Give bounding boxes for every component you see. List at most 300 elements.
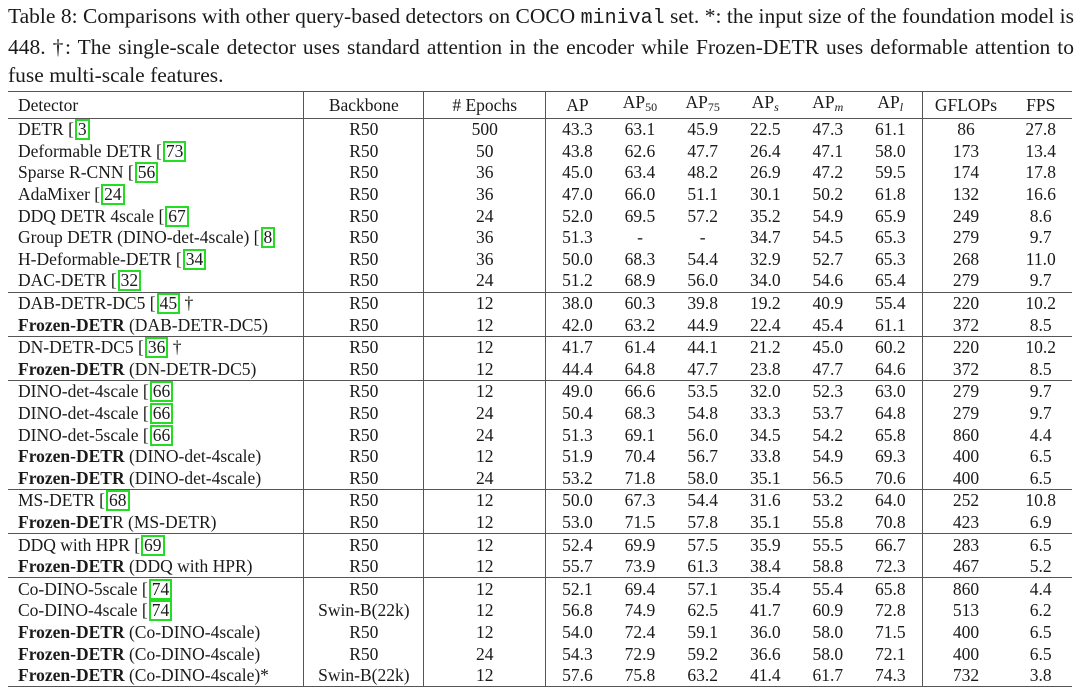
apl-cell: 64.6 <box>874 358 906 379</box>
epochs-cell: 50 <box>424 141 546 163</box>
table-row <box>8 600 1072 622</box>
fps-cell: 6.5 <box>1029 643 1052 664</box>
apm-cell: 61.7 <box>812 665 844 686</box>
apl-cell: 72.8 <box>874 600 906 621</box>
ap50-cell: 72.9 <box>624 643 656 664</box>
citation-link[interactable]: 74 <box>149 600 173 621</box>
fps-cell: 8.5 <box>1029 314 1052 335</box>
gflops-cell: 279 <box>922 381 1009 403</box>
gflops-cell: 400 <box>922 446 1009 468</box>
detector-name: Sparse R-CNN [ <box>18 162 134 183</box>
apl-cell: 70.6 <box>874 467 906 488</box>
backbone-cell: R50 <box>304 578 424 600</box>
fps-cell: 6.5 <box>1029 467 1052 488</box>
gflops-cell: 467 <box>922 556 1009 578</box>
aps-cell: 33.8 <box>749 446 781 467</box>
citation-link[interactable]: 34 <box>183 249 207 270</box>
apm-cell: 40.9 <box>797 292 860 314</box>
ap50-cell: 62.6 <box>624 140 656 161</box>
aps-cell: 38.4 <box>749 556 781 577</box>
detector-name: Deformable DETR [ <box>18 140 162 161</box>
ap75-cell: 56.0 <box>687 270 718 291</box>
ap50-cell: 69.5 <box>624 205 656 226</box>
ap75-cell: 51.1 <box>687 184 718 205</box>
apl-cell: 70.8 <box>874 511 906 532</box>
fps-cell: 6.2 <box>1029 600 1052 621</box>
gflops-cell: 400 <box>922 643 1009 665</box>
ap-cell: 43.3 <box>562 119 593 140</box>
table-row <box>8 359 1072 381</box>
citation-link[interactable]: 68 <box>106 490 130 511</box>
backbone-cell: Swin-B(22k) <box>304 665 424 687</box>
table-row <box>8 336 1072 358</box>
epochs-cell: 36 <box>424 249 546 271</box>
detector-name: (DINO-det-4scale) <box>124 467 262 488</box>
ap50-cell: 71.8 <box>624 467 656 488</box>
citation-link[interactable]: 67 <box>165 206 189 227</box>
apl-cell: 59.5 <box>874 162 906 183</box>
detector-cell <box>8 446 304 468</box>
detector-name: DINO-det-4scale [ <box>18 403 149 424</box>
ap50-cell: 70.4 <box>624 446 656 467</box>
citation-link[interactable]: 8 <box>261 227 276 248</box>
backbone-cell: R50 <box>304 403 424 425</box>
aps-cell: 32.0 <box>734 381 796 403</box>
table-row <box>8 578 1072 600</box>
ap-cell: 51.3 <box>562 227 593 248</box>
detector-name: (Co-DINO-4scale) <box>124 621 261 642</box>
detector-name: MS-DETR [ <box>18 490 106 511</box>
citation-link[interactable]: 36 <box>145 337 169 358</box>
detector-name: DINO-det-4scale [ <box>18 381 149 402</box>
epochs-cell: 12 <box>424 600 546 622</box>
apl-cell: 65.4 <box>874 270 906 291</box>
epochs-cell: 24 <box>424 643 546 665</box>
apm-cell: 54.9 <box>812 446 844 467</box>
ap75-cell: 57.2 <box>687 205 718 226</box>
table-row <box>8 292 1072 314</box>
ap50-cell: 69.1 <box>624 424 656 445</box>
fps-cell: 13.4 <box>1025 140 1057 161</box>
dagger-mark: † <box>180 293 194 314</box>
gflops-cell: 860 <box>922 578 1009 600</box>
apm-cell: 58.0 <box>812 643 844 664</box>
backbone-cell: R50 <box>304 622 424 644</box>
ap-cell: 38.0 <box>546 292 609 314</box>
citation-link[interactable]: 45 <box>157 293 181 314</box>
apm-cell: 47.7 <box>812 358 844 379</box>
header-ap75-sub: 75 <box>707 100 720 114</box>
header-ap50-sub: 50 <box>645 100 658 114</box>
table-row <box>8 205 1072 227</box>
table-row <box>8 534 1072 556</box>
backbone-cell: R50 <box>304 468 424 490</box>
apm-cell: 45.0 <box>797 336 860 358</box>
detector-cell <box>8 227 304 249</box>
fps-cell: 9.7 <box>1029 227 1052 248</box>
detector-name: (DDQ with HPR) <box>124 556 253 577</box>
gflops-cell: 252 <box>922 490 1009 512</box>
table-row <box>8 490 1072 512</box>
ap50-cell: 69.4 <box>609 578 672 600</box>
ap75-cell: 48.2 <box>687 162 718 183</box>
apl-cell: 72.1 <box>874 643 906 664</box>
fps-cell: 9.7 <box>1009 381 1072 403</box>
detector-name: DAB-DETR-DC5 [ <box>18 293 156 314</box>
header-ap75 <box>671 92 734 119</box>
gflops-cell: 279 <box>922 227 1009 249</box>
backbone-cell: R50 <box>304 227 424 249</box>
table-row <box>8 424 1072 446</box>
citation-link[interactable]: 73 <box>163 141 187 162</box>
ap75-cell: 53.5 <box>671 381 734 403</box>
table-row <box>8 314 1072 336</box>
table-row <box>8 622 1072 644</box>
apl-cell: 64.8 <box>874 403 906 424</box>
detector-name: DDQ with HPR [ <box>18 534 141 555</box>
epochs-cell: 12 <box>424 359 546 381</box>
backbone-cell: R50 <box>304 336 424 358</box>
backbone-cell: R50 <box>304 292 424 314</box>
header-epochs: # Epochs <box>424 92 546 119</box>
detector-cell <box>8 578 304 600</box>
fps-cell: 4.4 <box>1009 578 1072 600</box>
header-aps <box>734 92 796 119</box>
ap50-cell: 75.8 <box>624 665 656 686</box>
epochs-cell: 24 <box>424 270 546 292</box>
detector-bold-name: Frozen-DETR <box>18 621 125 642</box>
header-apl-sub: l <box>899 100 904 114</box>
epochs-cell: 36 <box>424 162 546 184</box>
citation-link[interactable]: 56 <box>135 162 159 183</box>
aps-cell: 34.7 <box>749 227 781 248</box>
epochs-cell: 12 <box>424 292 546 314</box>
gflops-cell: 279 <box>922 270 1009 292</box>
aps-cell: 33.3 <box>749 403 781 424</box>
table-row <box>8 270 1072 292</box>
backbone-cell: R50 <box>304 381 424 403</box>
ap-cell: 50.4 <box>562 403 593 424</box>
fps-cell: 3.8 <box>1029 665 1052 686</box>
gflops-cell: 86 <box>922 119 1009 141</box>
citation-link[interactable]: 3 <box>75 119 90 140</box>
detector-name: (Co-DINO-4scale) <box>124 643 261 664</box>
aps-cell: 41.7 <box>749 600 781 621</box>
ap-cell: 50.0 <box>562 248 593 269</box>
ap-cell: 54.0 <box>562 621 593 642</box>
detector-cell <box>8 141 304 163</box>
aps-cell: 35.9 <box>734 534 796 556</box>
detector-bold-name: Frozen-DETR <box>18 556 125 577</box>
detector-cell <box>8 665 304 687</box>
detector-name: DN-DETR-DC5 [ <box>18 337 144 358</box>
detector-cell <box>8 314 304 336</box>
detector-name: Group DETR (DINO-det-4scale) [ <box>18 227 260 248</box>
fps-cell: 27.8 <box>1025 119 1057 140</box>
gflops-cell: 400 <box>922 468 1009 490</box>
citation-link[interactable]: 66 <box>150 381 174 402</box>
ap75-cell: 54.4 <box>687 248 718 269</box>
apl-cell: 69.3 <box>874 446 906 467</box>
detector-cell <box>8 403 304 425</box>
gflops-cell: 279 <box>922 403 1009 425</box>
epochs-cell: 12 <box>424 336 546 358</box>
detector-name: DINO-det-5scale [ <box>18 424 149 445</box>
apm-cell: 53.7 <box>812 403 844 424</box>
header-apl <box>859 92 922 119</box>
table-body <box>8 119 1072 687</box>
aps-cell: 35.2 <box>749 205 781 226</box>
aps-cell: 19.2 <box>734 292 796 314</box>
apm-cell: 53.2 <box>797 490 860 512</box>
epochs-cell: 12 <box>424 578 546 600</box>
fps-cell: 8.6 <box>1029 205 1052 226</box>
ap-cell: 51.9 <box>562 446 593 467</box>
table-row <box>8 643 1072 665</box>
detector-name: DDQ DETR 4scale [ <box>18 205 165 226</box>
ap50-cell: 63.4 <box>624 162 656 183</box>
gflops-cell: 372 <box>922 314 1009 336</box>
detector-cell <box>8 119 304 141</box>
table-caption <box>8 2 1074 89</box>
epochs-cell: 24 <box>424 205 546 227</box>
table-row <box>8 119 1072 141</box>
backbone-cell: R50 <box>304 643 424 665</box>
ap75-cell: 57.8 <box>687 511 718 532</box>
ap75-cell: 58.0 <box>687 467 718 488</box>
ap75-cell: 57.1 <box>671 578 734 600</box>
detector-bold-name: Frozen-DETR <box>18 665 125 686</box>
apm-cell: 54.9 <box>812 205 844 226</box>
table-row <box>8 403 1072 425</box>
detector-name: (DN-DETR-DC5) <box>124 358 257 379</box>
backbone-cell: R50 <box>304 162 424 184</box>
detector-name: (DINO-det-4scale) <box>124 446 262 467</box>
ap50-cell: 73.9 <box>624 556 656 577</box>
detector-bold-name: Frozen-DETR <box>18 643 125 664</box>
apl-cell: 66.7 <box>859 534 922 556</box>
apm-cell: 58.0 <box>812 621 844 642</box>
aps-cell: 34.5 <box>749 424 781 445</box>
detector-bold-name: Frozen-DETR <box>18 467 125 488</box>
fps-cell: 9.7 <box>1029 403 1052 424</box>
apl-cell: 61.1 <box>874 119 906 140</box>
apl-cell: 61.8 <box>874 184 906 205</box>
detector-cell <box>8 556 304 578</box>
citation-link[interactable]: 74 <box>149 579 173 600</box>
detector-name: DAC-DETR [ <box>18 270 117 291</box>
citation-link[interactable]: 66 <box>150 403 174 424</box>
table-row <box>8 665 1072 687</box>
backbone-cell: R50 <box>304 359 424 381</box>
apl-cell: 65.8 <box>874 424 906 445</box>
ap-cell: 42.0 <box>562 314 593 335</box>
aps-cell: 41.4 <box>749 665 781 686</box>
aps-cell: 22.5 <box>749 119 781 140</box>
ap50-cell: 71.5 <box>624 511 656 532</box>
ap50-cell: 60.3 <box>609 292 672 314</box>
backbone-cell: R50 <box>304 490 424 512</box>
fps-cell: 6.9 <box>1029 511 1052 532</box>
epochs-cell: 500 <box>424 119 546 141</box>
ap-cell: 53.2 <box>562 467 593 488</box>
backbone-cell: R50 <box>304 314 424 336</box>
detector-cell <box>8 600 304 622</box>
fps-cell: 8.5 <box>1029 358 1052 379</box>
ap75-cell: 45.9 <box>687 119 718 140</box>
apl-cell: 61.1 <box>874 314 906 335</box>
ap-cell: 41.7 <box>546 336 609 358</box>
backbone-cell: R50 <box>304 141 424 163</box>
ap75-cell: 59.1 <box>687 621 718 642</box>
citation-link[interactable]: 66 <box>150 425 174 446</box>
aps-cell: 26.4 <box>749 140 781 161</box>
apm-cell: 47.3 <box>812 119 844 140</box>
ap50-cell: 61.4 <box>609 336 672 358</box>
epochs-cell: 12 <box>424 665 546 687</box>
detector-cell <box>8 512 304 534</box>
gflops-cell: 513 <box>922 600 1009 622</box>
ap75-cell: 44.1 <box>671 336 734 358</box>
ap75-cell: 56.0 <box>687 424 718 445</box>
citation-link[interactable]: 32 <box>118 270 142 291</box>
aps-cell: 23.8 <box>749 358 781 379</box>
gflops-cell: 132 <box>922 184 1009 206</box>
apl-cell: 74.3 <box>874 665 906 686</box>
ap-cell: 45.0 <box>562 162 593 183</box>
epochs-cell: 24 <box>424 403 546 425</box>
gflops-cell: 423 <box>922 512 1009 534</box>
table-row <box>8 184 1072 206</box>
fps-cell: 9.7 <box>1029 270 1052 291</box>
gflops-cell: 860 <box>922 424 1009 446</box>
apm-cell: 54.6 <box>812 270 844 291</box>
aps-cell: 34.0 <box>749 270 781 291</box>
aps-cell: 21.2 <box>734 336 796 358</box>
detector-cell <box>8 205 304 227</box>
apm-cell: 47.2 <box>812 162 844 183</box>
fps-cell: 6.5 <box>1029 446 1052 467</box>
table-row <box>8 162 1072 184</box>
caption-text-1: Table 8: Comparisons with other query-based detectors on COCO <box>8 4 581 28</box>
apl-cell: 72.3 <box>874 556 906 577</box>
table-row <box>8 381 1072 403</box>
detector-bold-name: Frozen-DET <box>18 511 112 532</box>
gflops-cell: 173 <box>922 141 1009 163</box>
citation-link[interactable]: 69 <box>141 535 165 556</box>
aps-cell: 35.1 <box>749 511 781 532</box>
aps-cell: 31.6 <box>734 490 796 512</box>
ap-cell: 44.4 <box>562 358 593 379</box>
table-row <box>8 446 1072 468</box>
header-backbone: Backbone <box>304 92 424 119</box>
apm-cell: 52.7 <box>812 248 844 269</box>
detector-cell <box>8 424 304 446</box>
header-detector: Detector <box>8 92 304 119</box>
header-apm-base: AP <box>812 92 835 112</box>
apm-cell: 52.3 <box>797 381 860 403</box>
fps-cell: 11.0 <box>1025 248 1056 269</box>
detector-cell <box>8 622 304 644</box>
epochs-cell: 12 <box>424 381 546 403</box>
epochs-cell: 36 <box>424 184 546 206</box>
detector-bold-name: Frozen-DETR <box>18 358 125 379</box>
ap-cell: 52.1 <box>546 578 609 600</box>
ap75-cell: 62.5 <box>687 600 718 621</box>
ap50-cell: 74.9 <box>624 600 656 621</box>
table-row <box>8 512 1072 534</box>
header-row <box>8 92 1072 119</box>
citation-link[interactable]: 24 <box>101 184 125 205</box>
ap50-cell: 64.8 <box>624 358 656 379</box>
aps-cell: 32.9 <box>749 248 781 269</box>
backbone-cell: R50 <box>304 249 424 271</box>
detector-cell <box>8 249 304 271</box>
apl-cell: 55.4 <box>859 292 922 314</box>
backbone-cell: R50 <box>304 184 424 206</box>
apl-cell: 64.0 <box>859 490 922 512</box>
detector-bold-name: Frozen-DETR <box>18 314 125 335</box>
fps-cell: 6.5 <box>1009 534 1072 556</box>
ap75-cell: 54.8 <box>687 403 718 424</box>
ap50-cell: 67.3 <box>609 490 672 512</box>
gflops-cell: 400 <box>922 622 1009 644</box>
table-row <box>8 468 1072 490</box>
header-ap75-base: AP <box>685 92 708 112</box>
ap75-cell: 47.7 <box>687 358 718 379</box>
ap50-cell: 63.2 <box>624 314 656 335</box>
ap-cell: 51.2 <box>562 270 593 291</box>
caption-minival: minival <box>580 7 665 30</box>
caption-text-2: set. *: the input size of the foundation model is 448. †: The single-scale detector uses standard attention in the encoder while Frozen-DETR uses deformable attention to fuse multi-scale features. <box>8 4 1075 87</box>
apm-cell: 50.2 <box>812 184 844 205</box>
detector-cell <box>8 184 304 206</box>
ap50-cell: 72.4 <box>624 621 656 642</box>
header-apm-sub: m <box>834 100 844 114</box>
detector-cell <box>8 381 304 403</box>
apm-cell: 55.8 <box>812 511 844 532</box>
ap-cell: 53.0 <box>562 511 593 532</box>
detector-cell <box>8 336 304 358</box>
ap75-cell: 56.7 <box>687 446 718 467</box>
detector-name: Co-DINO-4scale [ <box>18 600 148 621</box>
aps-cell: 36.0 <box>749 621 781 642</box>
backbone-cell: R50 <box>304 205 424 227</box>
detector-name: (DAB-DETR-DC5) <box>124 314 268 335</box>
detector-cell <box>8 490 304 512</box>
ap75-cell: 54.4 <box>671 490 734 512</box>
apl-cell: 65.8 <box>859 578 922 600</box>
detector-cell <box>8 162 304 184</box>
gflops-cell: 268 <box>922 249 1009 271</box>
apl-cell: 71.5 <box>874 621 906 642</box>
ap-cell: 54.3 <box>562 643 593 664</box>
aps-cell: 26.9 <box>749 162 781 183</box>
header-ap: AP <box>546 92 609 119</box>
aps-cell: 22.4 <box>749 314 781 335</box>
apl-cell: 58.0 <box>874 140 906 161</box>
apl-cell: 65.3 <box>874 227 906 248</box>
ap50-cell: 68.9 <box>624 270 656 291</box>
epochs-cell: 24 <box>424 424 546 446</box>
epochs-cell: 12 <box>424 490 546 512</box>
epochs-cell: 36 <box>424 227 546 249</box>
apm-cell: 54.5 <box>812 227 844 248</box>
apm-cell: 56.5 <box>812 467 844 488</box>
apl-cell: 65.3 <box>874 248 906 269</box>
apm-cell: 45.4 <box>812 314 844 335</box>
ap50-cell: 66.0 <box>624 184 656 205</box>
